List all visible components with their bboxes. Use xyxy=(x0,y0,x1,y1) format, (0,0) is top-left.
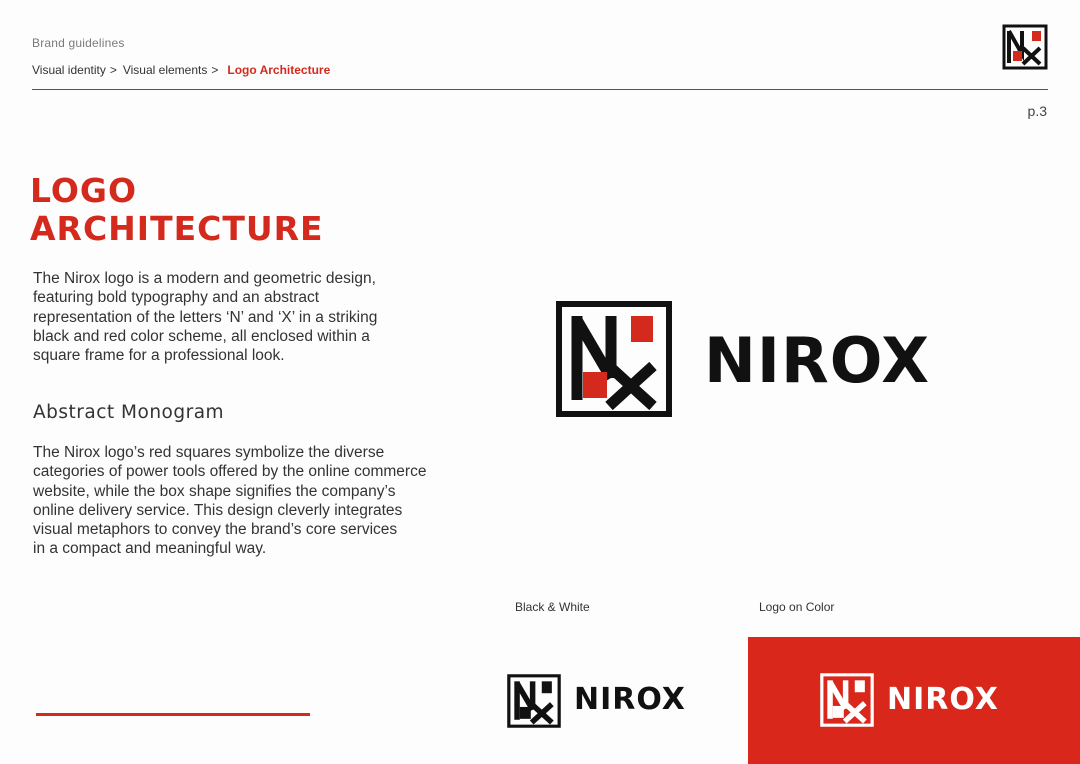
page-title xyxy=(30,172,324,248)
black-white-caption: Black & White xyxy=(515,600,590,614)
section-heading-abstract-monogram: Abstract Monogram xyxy=(33,402,225,423)
header-logo-monogram xyxy=(1002,24,1048,70)
page-title-line-1: LOGO xyxy=(30,171,138,210)
bw-logo-wordmark: NIROX xyxy=(574,682,686,717)
header-divider xyxy=(32,89,1048,90)
breadcrumb-current-logo-architecture: Logo Architecture xyxy=(227,63,331,77)
bw-logo-monogram xyxy=(507,674,561,728)
breadcrumb-visual-elements[interactable]: Visual elements xyxy=(122,63,208,77)
page-title-line-2: ARCHITECTURE xyxy=(30,209,324,248)
accent-divider xyxy=(36,713,310,716)
color-logo-wordmark: NIROX xyxy=(887,682,999,717)
main-logo-monogram xyxy=(555,300,673,418)
logo-on-color-caption: Logo on Color xyxy=(759,600,835,614)
intro-paragraph: The Nirox logo is a modern and geometric design, featuring bold typography and an abstract representation of the letters ‘N’ and ‘X’ in a striking black and red color scheme, all enclosed within a square frame for a professional look. xyxy=(33,270,378,365)
breadcrumb-separator: > xyxy=(211,63,219,77)
brand-guidelines-label: Brand guidelines xyxy=(32,36,125,50)
page-number: p.3 xyxy=(1027,103,1047,119)
main-logo-wordmark: NIROX xyxy=(704,324,930,397)
color-logo-monogram xyxy=(820,673,874,727)
breadcrumb xyxy=(32,63,330,77)
breadcrumb-separator: > xyxy=(109,63,117,77)
breadcrumb-visual-identity[interactable]: Visual identity xyxy=(32,63,106,77)
section-body-paragraph: The Nirox logo’s red squares symbolize the diverse categories of power tools offered by the online commerce website, while the box shape signifies the company’s online delivery service. This design cleverly integrates visual metaphors to convey the brand’s core services in a compact and meaningful way. xyxy=(33,444,427,558)
